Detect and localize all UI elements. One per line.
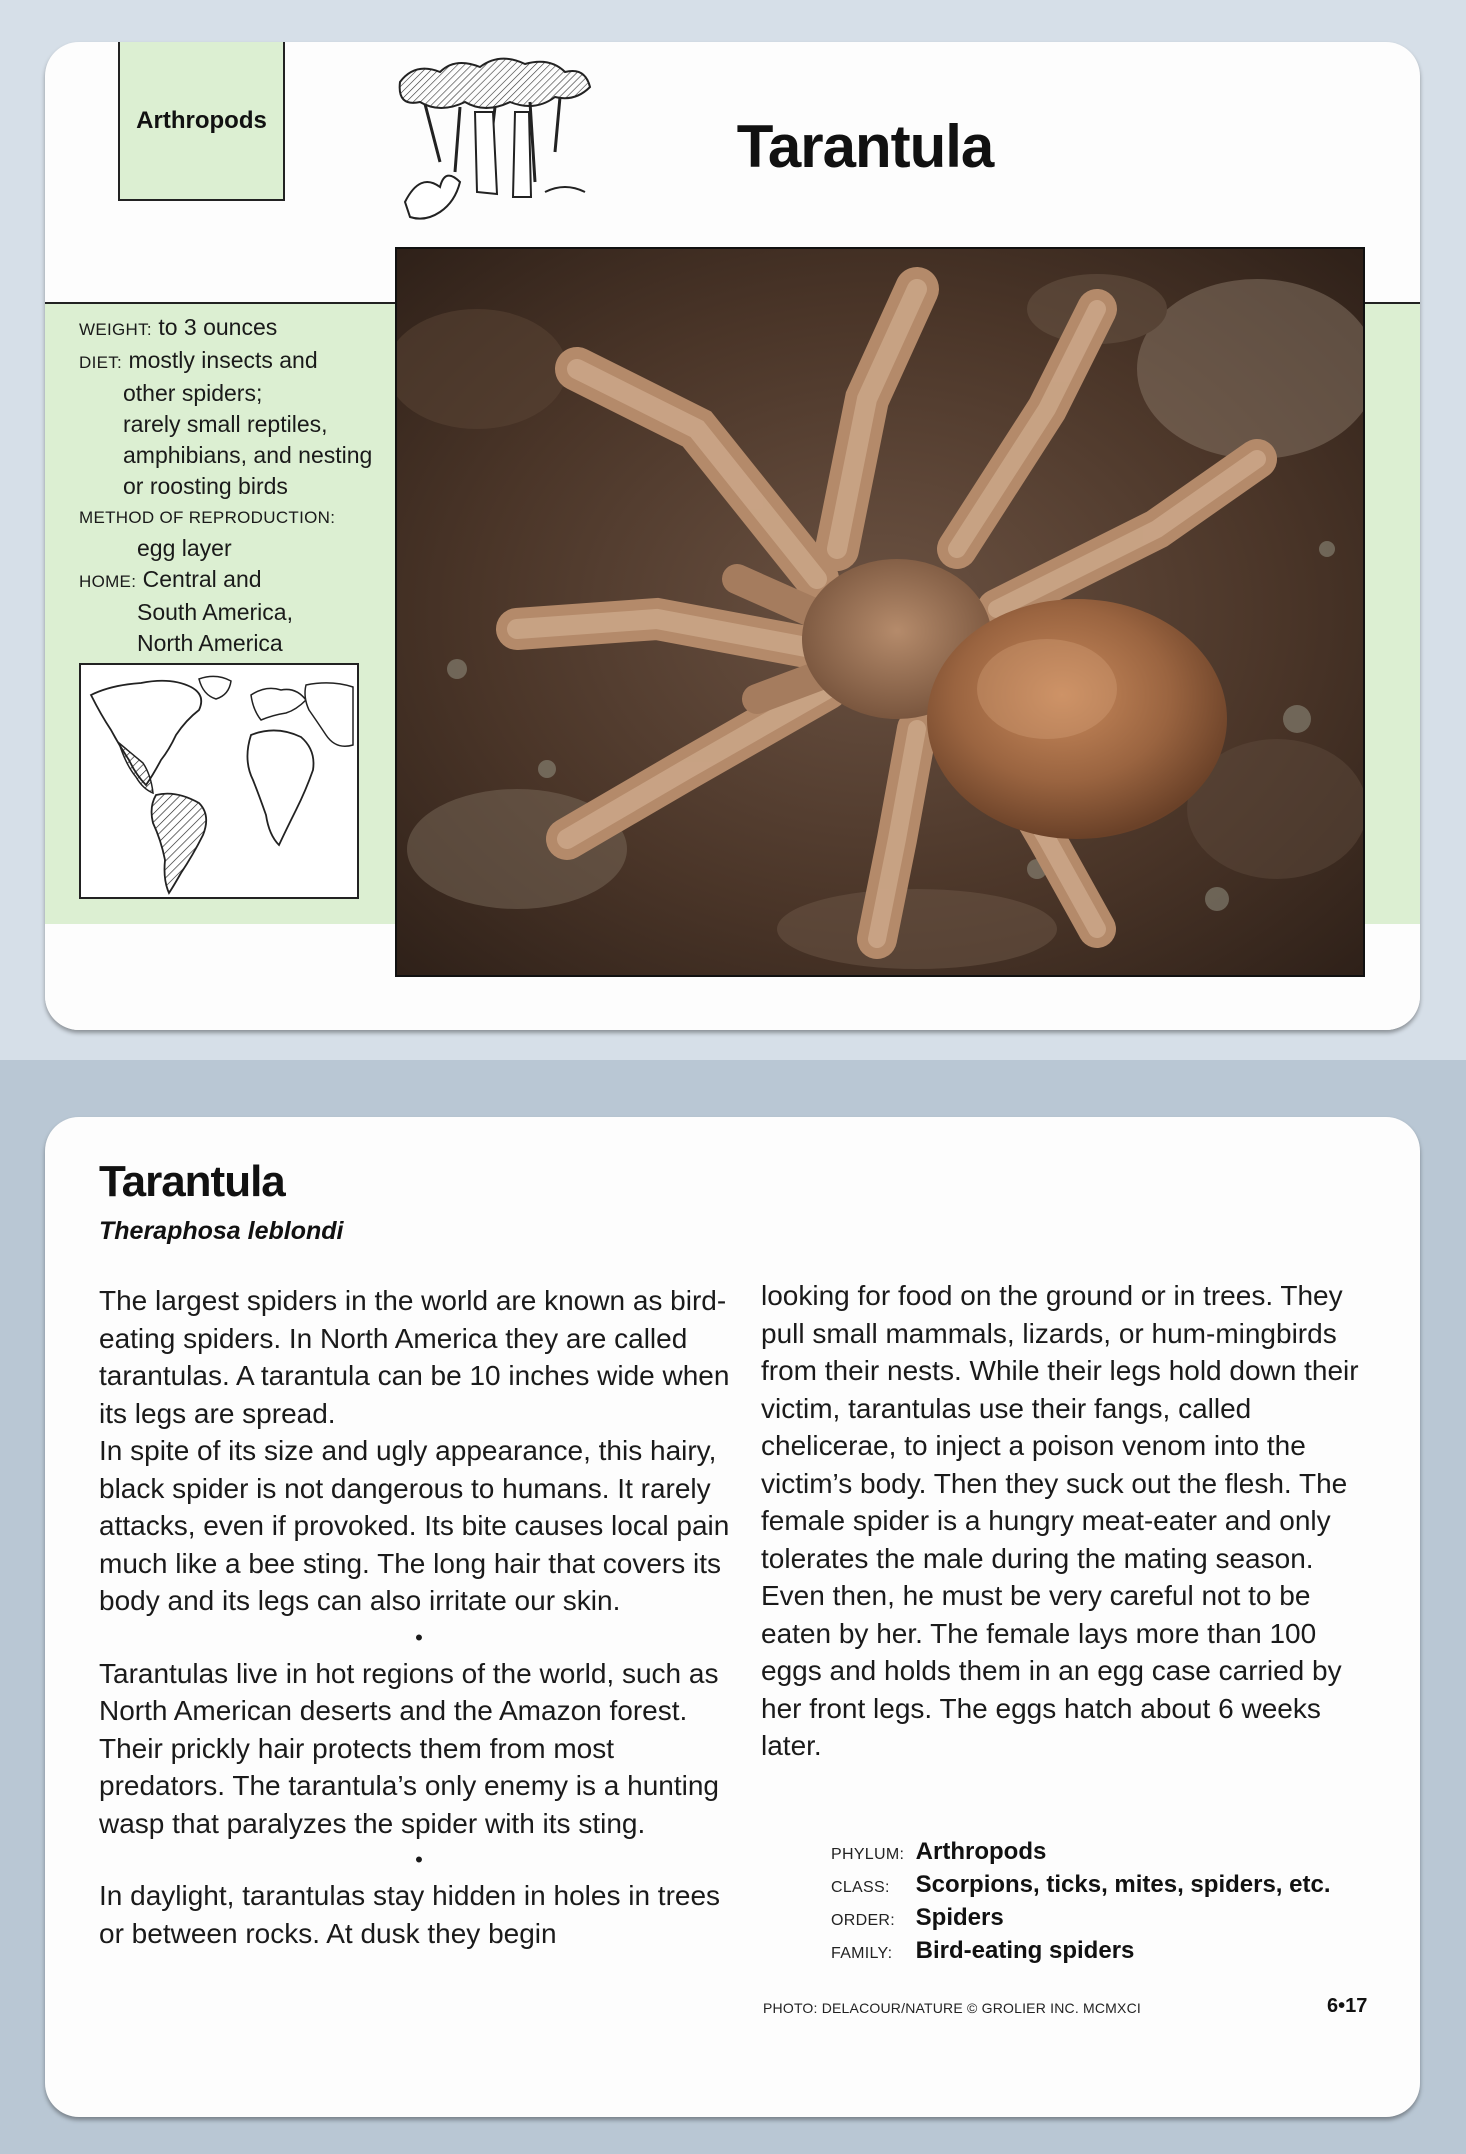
taxonomy-row	[831, 1837, 1391, 1870]
weight-value: to 3 ounces	[158, 314, 278, 340]
group-label-box	[118, 42, 285, 201]
paragraph: Tarantulas live in hot regions of the world, such as North American deserts and the Amazon forest. Their prickly hair protects them from most predators. The tarantula’s only enemy is a hunting wasp that paralyzes the spider with its sting.	[99, 1657, 720, 1839]
phylum-value: Arthropods	[915, 1838, 1047, 1865]
taxonomy-row	[831, 1870, 1391, 1903]
phylum-label: PHYLUM:	[831, 1846, 905, 1863]
diet-label: DIET:	[79, 353, 123, 372]
weight-label: WEIGHT:	[79, 320, 152, 339]
class-label: CLASS:	[831, 1879, 890, 1896]
home-line: South America,	[137, 599, 293, 625]
diet-line: other spiders;	[123, 380, 263, 406]
paragraph: In spite of its size and ugly appearance, this hairy, black spider is not dangerous to humans. It rarely attacks, even if provoked. Its bite causes local pain much like a bee sting. The long hair that covers its body and its legs can also irritate our skin.	[99, 1435, 730, 1616]
diet-line: rarely small reptiles,	[123, 411, 328, 437]
card-back	[45, 1117, 1420, 2117]
home-line: North America	[137, 630, 283, 656]
family-label: FAMILY:	[831, 1945, 893, 1962]
class-value: Scorpions, ticks, mites, spiders, etc.	[915, 1871, 1331, 1898]
taxonomy-block	[831, 1837, 1391, 1969]
text-column-left	[99, 1282, 739, 1952]
spider-illustration	[397, 249, 1363, 975]
text-column-right	[761, 1277, 1381, 1765]
back-title: Tarantula	[99, 1157, 285, 1206]
section-bullet: •	[415, 1847, 423, 1872]
group-label: Arthropods	[136, 106, 267, 134]
order-label: ORDER:	[831, 1912, 896, 1929]
card-number: 6•17	[1327, 1995, 1368, 2017]
diet-line: mostly insects and	[128, 347, 318, 373]
weight-row	[79, 312, 379, 345]
photo-credit: PHOTO: DELACOUR/NATURE © GROLIER INC. MCMXCI	[763, 2000, 1141, 2016]
scientific-name: Theraphosa leblondi	[99, 1217, 344, 1245]
diet-row	[79, 345, 379, 378]
reproduction-value: egg layer	[137, 535, 232, 561]
paragraph: In daylight, tarantulas stay hidden in holes in trees or between rocks. At dusk they begin	[99, 1880, 721, 1949]
world-map	[79, 663, 359, 899]
paragraph: The largest spiders in the world are known as bird-eating spiders. In North America they are called tarantulas. A tarantula can be 10 inches wide when its legs are spread.	[99, 1285, 730, 1429]
home-label: HOME:	[79, 572, 137, 591]
taxonomy-row	[831, 1903, 1391, 1936]
home-row	[79, 564, 379, 597]
tarantula-photo	[395, 247, 1365, 977]
section-bullet: •	[415, 1624, 423, 1650]
front-title: Tarantula	[736, 113, 994, 180]
facts-panel	[79, 312, 379, 659]
diet-line: or roosting birds	[123, 473, 288, 499]
reproduction-label: METHOD OF REPRODUCTION:	[79, 508, 336, 527]
diet-line: amphibians, and nesting	[123, 442, 373, 468]
order-value: Spiders	[915, 1904, 1004, 1931]
forest-habitat-icon	[385, 52, 615, 232]
family-value: Bird-eating spiders	[915, 1937, 1135, 1964]
world-map-icon	[81, 665, 357, 897]
home-line: Central and	[142, 566, 262, 592]
paragraph: looking for food on the ground or in trees. They pull small mammals, lizards, or hum-mingbirds from their nests. While their legs hold down their victim, tarantulas use their fangs, called chelicerae, to inject a poison venom into the victim’s body. Then they suck out the flesh. The female spider is a hungry meat-eater and only tolerates the male during the mating season. Even then, he must be very careful not to be eaten by her. The female lays more than 100 eggs and holds them in an egg case carried by her front legs. The eggs hatch about 6 weeks later.	[761, 1280, 1359, 1761]
card-front	[45, 42, 1420, 1030]
taxonomy-row	[831, 1936, 1391, 1969]
